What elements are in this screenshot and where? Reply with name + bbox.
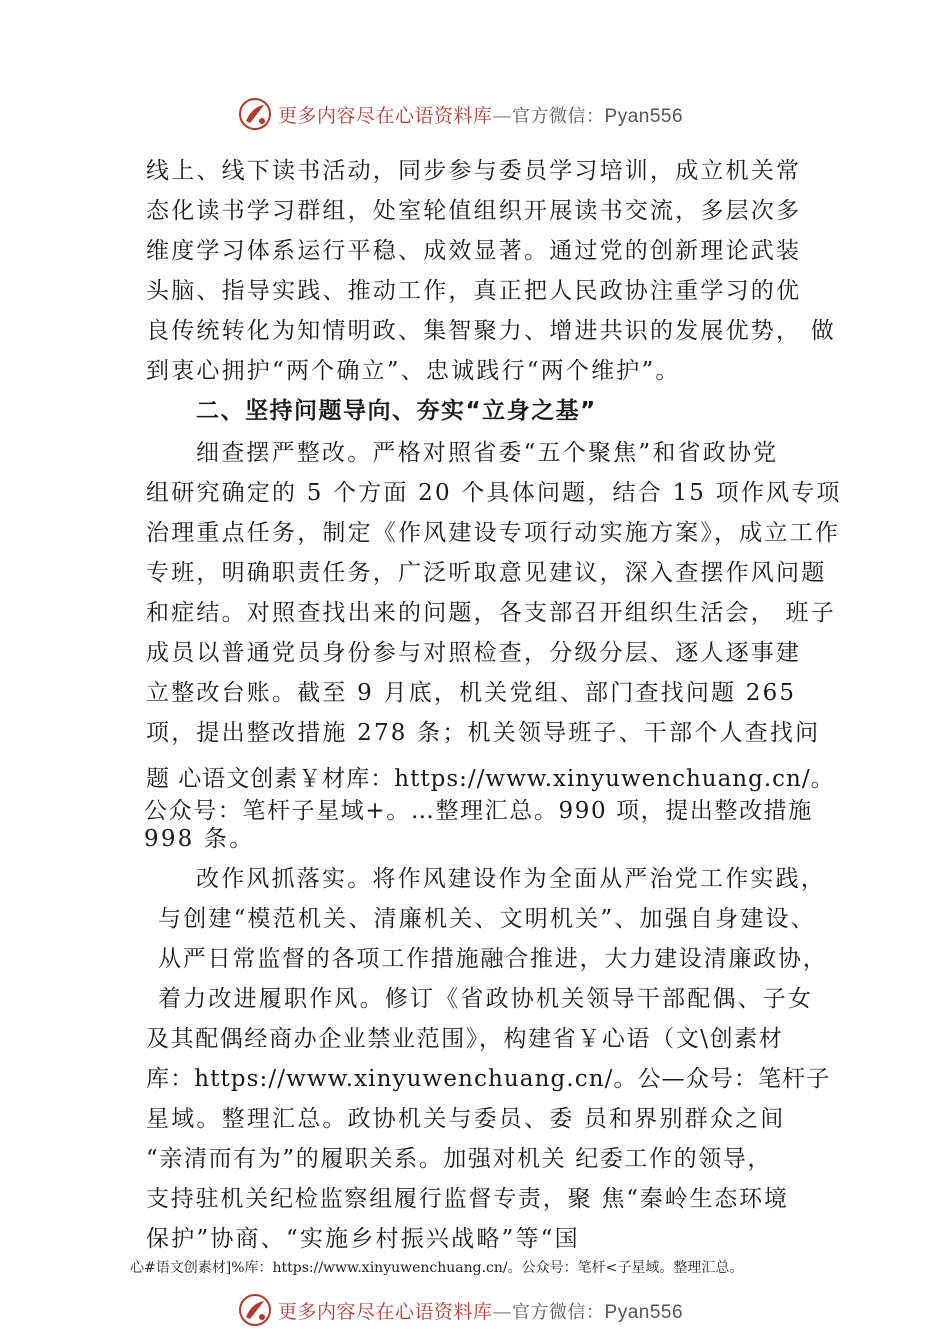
body-line: 及其配偶经商办企业禁业范围》，构建省￥心语（文\创素材 (146, 1026, 784, 1052)
body-line: 治理重点任务，制定《作风建设专项行动实施方案》，成立工作 (146, 520, 841, 546)
banner-main-text: 更多内容尽在心语资料库 (278, 1300, 493, 1323)
banner-separator: — (492, 104, 513, 127)
body-line: 着力改进履职作风。修订《省政协机关领导干部配偶、子女 (158, 986, 814, 1012)
body-line: 支持驻机关纪检监察组履行监督专责，聚 焦“秦岭生态环境 (146, 1186, 789, 1212)
body-line: 线上、线下读书活动，同步参与委员学习培训，成立机关常 (146, 158, 802, 184)
body-line: 公众号：笔杆子星域+。…整理汇总。990 项，提出整改措施 (144, 798, 813, 824)
body-line: 专班，明确职责任务，广泛听取意见建议，深入查摆作风问题 (146, 560, 827, 586)
banner-wechat-id: Pyan556 (604, 1301, 684, 1323)
body-line: 星域。整理汇总。政协机关与委员、委 员和界别群众之间 (146, 1106, 786, 1132)
footer-watermark-note: 心#语文创素材]%库：https://www.xinyuwenchuang.cn/。公众号：笔杆<子星域。整理汇总。 (130, 1260, 744, 1276)
body-line: 头脑、指导实践、推动工作，真正把人民政协注重学习的优 (146, 278, 802, 304)
body-line: 到衷心拥护“两个确立”、忠诚践行“两个维护”。 (146, 358, 681, 384)
banner-main-text: 更多内容尽在心语资料库 (278, 104, 493, 127)
body-line: 和症结。对照查找出来的问题，各支部召开组织生活会， 班子 (146, 600, 836, 626)
body-line: 维度学习体系运行平稳、成效显著。通过党的创新理论武装 (146, 238, 802, 264)
banner-separator: — (492, 1300, 513, 1323)
banner-label: 官方微信： (512, 105, 605, 127)
brush-logo-icon (238, 1293, 272, 1327)
footer-banner (238, 1292, 683, 1328)
body-line: 良传统转化为知情明政、集智聚力、增进共识的发展优势， 做 (146, 318, 836, 344)
body-line: “亲清而有为”的履职关系。加强对机关 纪委工作的领导， (146, 1146, 773, 1172)
banner-wechat-id: Pyan556 (604, 105, 684, 127)
body-line: 998 条。 (144, 826, 255, 852)
body-line: 保护”协商、“实施乡村振兴战略”等“国 (146, 1226, 580, 1252)
body-line: 改作风抓落实。将作风建设作为全面从严治党工作实践， (196, 866, 826, 892)
body-line: 题 心语文创素￥材库：https://www.xinyuwenchuang.cn/。 (146, 766, 835, 792)
body-line: 态化读书学习群组，处室轮值组织开展读书交流，多层次多 (146, 198, 802, 224)
body-line: 项，提出整改措施 278 条；机关领导班子、干部个人查找问 (146, 720, 821, 746)
header-banner (238, 96, 683, 132)
section-heading: 二、坚持问题导向、夯实“立身之基” (196, 398, 597, 424)
body-line: 细查摆严整改。严格对照省委“五个聚焦”和省政协党 (196, 440, 779, 466)
body-line: 与创建“模范机关、清廉机关、文明机关”、加强自身建设、 (158, 906, 816, 932)
body-line: 组研究确定的 5 个方面 20 个具体问题，结合 15 项作风专项 (146, 480, 842, 506)
body-line: 立整改台账。截至 9 月底，机关党组、部门查找问题 265 (146, 680, 797, 706)
brush-logo-icon (238, 97, 272, 131)
body-line: 库：https://www.xinyuwenchuang.cn/。公—众号：笔杆子 (146, 1066, 831, 1092)
body-line: 从严日常监督的各项工作措施融合推进，大力建设清廉政协， (158, 946, 828, 972)
banner-label: 官方微信： (512, 1301, 605, 1323)
body-line: 成员以普通党员身份参与对照检查，分级分层、逐人逐事建 (146, 640, 802, 666)
